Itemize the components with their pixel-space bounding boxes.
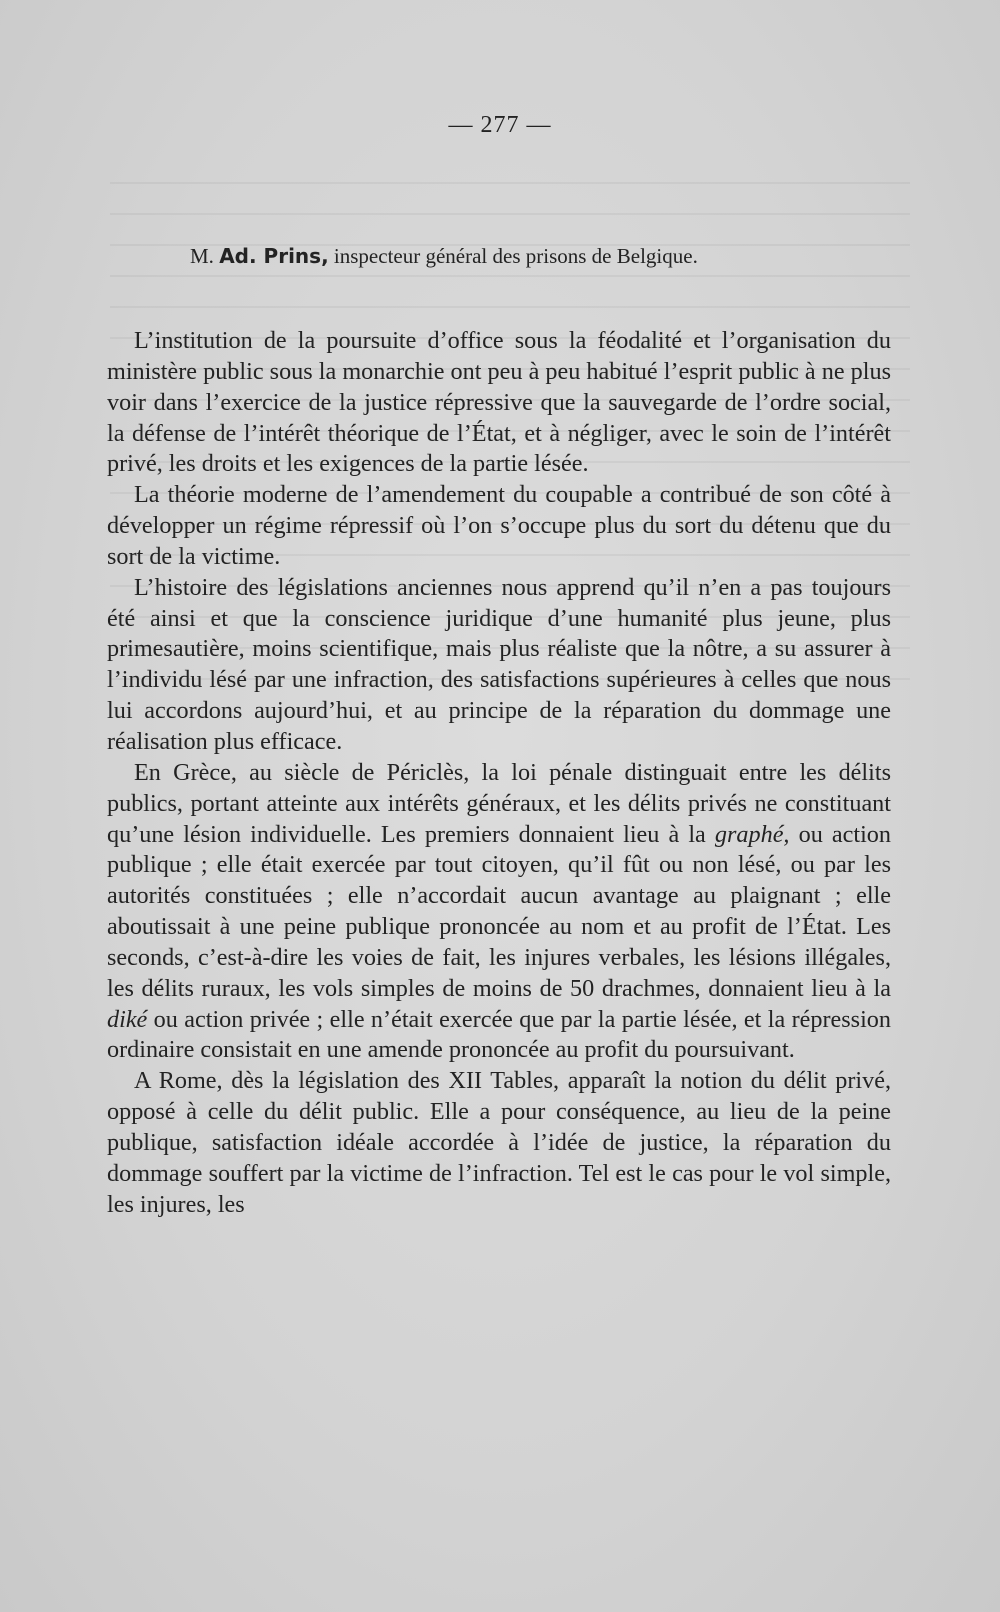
paragraph: A Rome, dès la législation des XII Tables, apparaît la notion du délit privé, opposé à celle du délit public. Elle a pour conséquence, au lieu de la peine publique, satisfaction idéale accordée à l’idée de justice, la réparation du dommage souffert par la victime de l’infraction. Tel est le cas pour le vol simple, les injures, les xyxy=(107,1067,891,1218)
author-title: inspecteur général des prisons de Belgique. xyxy=(328,244,698,268)
term-dike: diké xyxy=(107,1005,148,1033)
paragraph: La théorie moderne de l’amendement du coupable a contribué de son côté à développer un régime répressif où l’on s’occupe plus du sort du détenu que du sort de la victime. xyxy=(107,481,891,570)
author-prefix: M. xyxy=(190,244,220,268)
body-text xyxy=(107,326,891,1220)
author-line xyxy=(190,244,910,269)
paragraph-text: En Grèce, au siècle de Périclès, la loi pénale distinguait entre les délits publics, portant atteinte aux intérêts généraux, et les délits privés ne constituant qu’une lésion individuelle. Les premiers donnaient lieu à la xyxy=(107,758,891,848)
paragraph xyxy=(107,758,891,1066)
paragraph-text: ou action publique ; elle était exercée par tout citoyen, qu’il fût ou non lésé, ou par les autorités constituées ; elle n’accordait aucun avantage au plaignant ; elle aboutissait à une peine publique prononcée au nom et au profit de l’État. Les seconds, c’est-à-dire les voies de fait, les injures verbales, les lésions illégales, les délits ruraux, les vols simples de moins de 50 drachmes, donnaient lieu à la xyxy=(107,820,891,1002)
term-graphe: graphé, xyxy=(714,820,790,848)
paragraph: L’institution de la poursuite d’office sous la féodalité et l’organisation du ministère public sous la monarchie ont peu à peu habitué l’esprit public à ne plus voir dans l’exercice de la justice répressive que la sauvegarde de l’ordre social, la défense de l’intérêt théorique de l’État, et à négliger, avec le soin de l’intérêt privé, les droits et les exigences de la partie lésée. xyxy=(107,327,891,478)
author-name: Ad. Prins, xyxy=(219,244,329,268)
paragraph-text: ou action privée ; elle n’était exercée que par la partie lésée, et la répression ordinaire consistait en une amende prononcée au profit du poursuivant. xyxy=(107,1005,891,1064)
paragraph: L’histoire des législations anciennes nous apprend qu’il n’en a pas toujours été ainsi et que la conscience juridique d’une humanité plus jeune, plus primesautière, moins scientifique, mais plus réaliste que la nôtre, a su assurer à l’individu lésé par une infraction, des satisfactions supérieures à celles que nous lui accordons aujourd’hui, et au principe de la réparation du dommage une réalisation plus efficace. xyxy=(107,573,891,755)
page-number: — 277 — xyxy=(448,112,552,138)
